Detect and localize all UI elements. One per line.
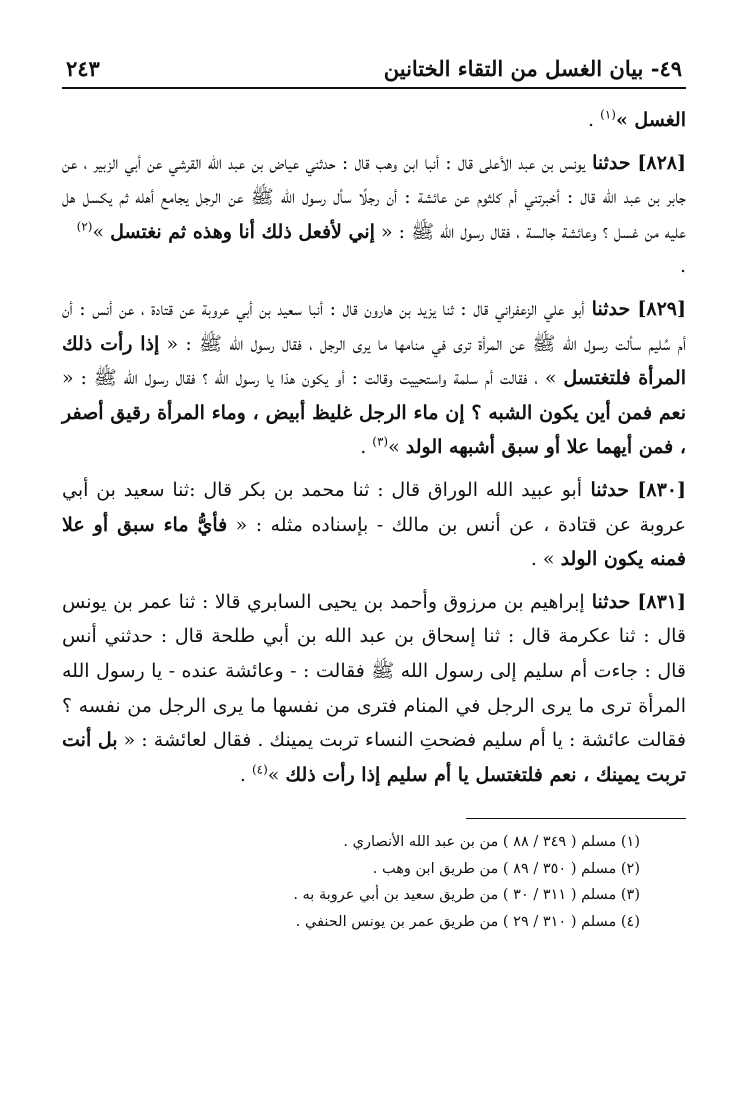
haddathana-keyword: حدثنا xyxy=(584,297,638,320)
hadith-831 xyxy=(62,585,686,793)
footnote-ref-4: (٤) xyxy=(251,762,268,777)
page-number: ٢٤٣ xyxy=(66,56,100,81)
hadith-text: » ، فقالت أم سلمة واستحييت وقالت : أو يكون هذا يا رسول الله ؟ فقال رسول الله ﷺ : « xyxy=(62,367,564,390)
prophetic-saying: إني لأفعل ذلك أنا وهذه ثم نغتسل xyxy=(110,220,375,243)
footnote-item: (١) مسلم ( ٣٤٩ / ٨٨ ) من بن عبد الله الأنصاري . xyxy=(343,834,640,851)
haddathana-keyword: حدثنا xyxy=(584,590,638,613)
prophetic-saying: فأيُّ ماء سبق أو علا فمنه يكون الولد xyxy=(62,513,686,571)
hadith-text: إبراهيم بن مرزوق وأحمد بن يحيى السابري قالا : ثنا عمر بن يونس قال : ثنا عكرمة قال : ثنا إسحاق بن عبد الله بن أبي طلحة قال : حدثني أنس قال : جاءت أم سليم إلى رسول الله ﷺ فقالت : - وعائشة عنده - يا رسول الله المرأة ترى ما يرى الرجل في المنام فترى من نفسها ما يرى الرجل من نفسه ؟ فقالت عائشة : يا أم سليم فضحتِ النساء تربت يمينك . فقال لعائشة : « xyxy=(62,590,686,752)
footnote-ref-3: (٣) xyxy=(372,435,389,450)
footnote-ref-2: (٢) xyxy=(76,219,93,234)
hadith-828 xyxy=(62,146,686,284)
hadith-text: أبو علي الزعفراني قال : ثنا يزيد بن هارون قال : أنبا سعيد بن أبي عروبة عن قتادة ، عن أنس : أن أم سُليم سألت رسول الله ﷺ عن المرأة ترى في منامها ما يرى الرجل ، فقال رسول الله ﷺ : « xyxy=(62,297,686,355)
hadith-text: » xyxy=(92,220,111,243)
main-text xyxy=(62,103,686,792)
footnotes xyxy=(62,829,686,935)
hadith-end: . xyxy=(239,763,252,786)
hadith-number: [٨٣٠] xyxy=(637,478,686,501)
hadith-number: [٨٣١] xyxy=(637,590,686,613)
hadith-end: » . xyxy=(530,548,561,571)
opening-line xyxy=(62,103,686,138)
hadith-text: يونس بن عبد الأعلى قال : أنبا ابن وهب قال : حدثني عياض بن عبد الله القرشي عن أبي الزبير ، عن جابر بن عبد الله قال : أخبرتني أم كلثوم عن عائشة : أن رجلًا سأل رسول الله ﷺ عن الرجل يجامع أهله ثم يكسل هل عليه من غسل ؟ وعائشة جالسة ، فقال رسول الله ﷺ : « xyxy=(62,151,686,243)
prophetic-saying: بل أنت تربت يمينك ، نعم فلتغتسل يا أم سليم إذا رأت ذلك xyxy=(62,729,686,786)
chapter-title: ٤٩- بيان الغسل من التقاء الختانين xyxy=(383,56,682,81)
hadith-end: . xyxy=(679,255,686,278)
prophetic-saying: إذا رأت ذلك المرأة فلتغتسل xyxy=(62,332,686,390)
running-head xyxy=(62,56,686,89)
hadith-829 xyxy=(62,292,686,465)
hadith-number: [٨٢٨] xyxy=(637,151,687,174)
hadith-text: » xyxy=(267,763,286,786)
hadith-number: [٨٢٩] xyxy=(637,297,686,320)
opening-fragment: الغسل » xyxy=(615,109,686,131)
haddathana-keyword: حدثنا xyxy=(585,151,638,174)
hadith-text: أبو عبيد الله الوراق قال : ثنا محمد بن بكر قال :ثنا سعيد بن أبي عروبة عن قتادة ، عن أنس بن مالك - بإسناده مثله : « xyxy=(62,478,686,536)
footnote-item: (٣) مسلم ( ٣١١ / ٣٠ ) من طريق سعيد بن أبي عروبة به . xyxy=(293,887,640,904)
prophetic-saying: نعم فمن أين يكون الشبه ؟ إن ماء الرجل غليظ أبيض ، وماء المرأة رقيق أصفر ، فمن أيهما علا أو سبق أشبهه الولد xyxy=(62,401,686,459)
footnote-item: (٢) مسلم ( ٣٥٠ / ٨٩ ) من طريق ابن وهب . xyxy=(372,860,640,877)
opening-end: . xyxy=(588,109,601,131)
footnote-ref-1: (١) xyxy=(600,107,616,122)
hadith-end: . xyxy=(360,436,373,459)
haddathana-keyword: حدثنا xyxy=(582,478,638,501)
hadith-830 xyxy=(62,473,686,577)
hadith-text: » xyxy=(388,436,406,459)
footnote-divider xyxy=(466,818,686,819)
footnote-item: (٤) مسلم ( ٣١٠ / ٢٩ ) من طريق عمر بن يونس الحنفي . xyxy=(295,913,640,930)
